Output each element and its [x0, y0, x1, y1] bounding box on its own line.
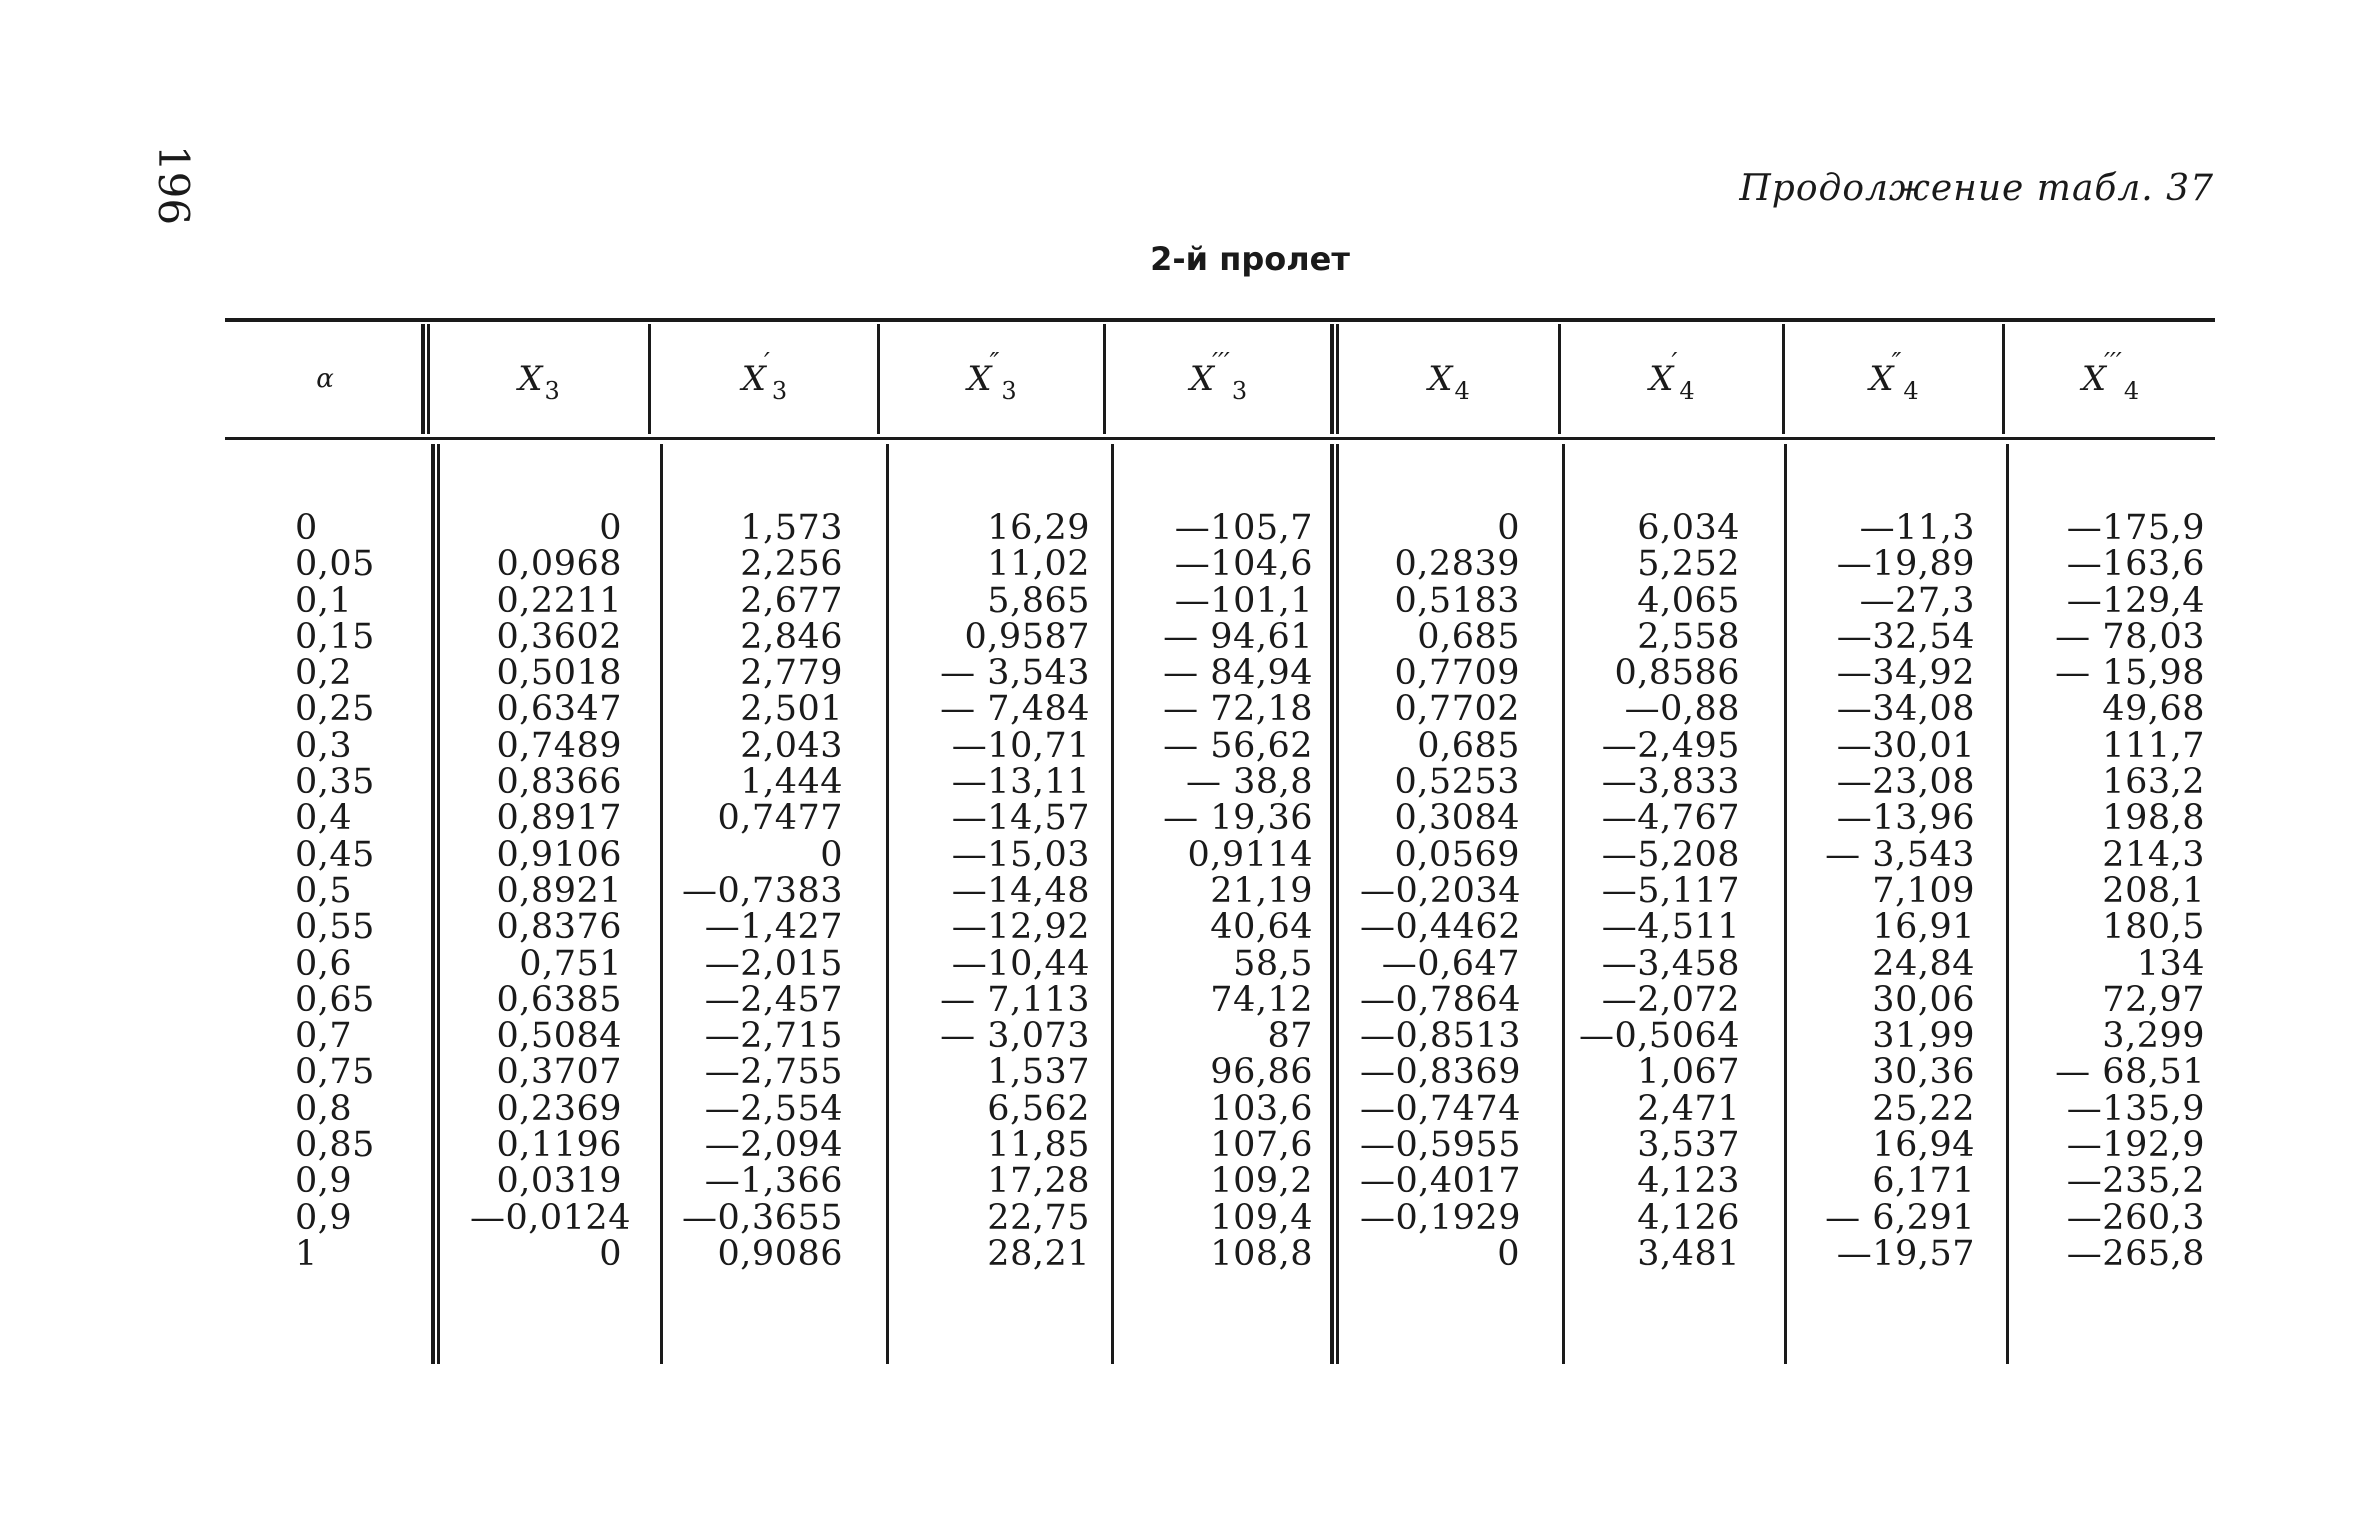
table-cell: 6,562	[987, 1088, 1090, 1129]
table-cell: 4,065	[1637, 580, 1740, 621]
table-cell: 16,91	[1872, 907, 1975, 948]
column-divider	[1330, 324, 1334, 434]
table-cell: —1,366	[704, 1161, 843, 1202]
table-cell: 0,2369	[496, 1088, 622, 1129]
column-x3-double-prime	[900, 510, 1090, 1272]
header-symbol: X	[1189, 359, 1215, 399]
table-cell: 0,8	[295, 1088, 353, 1129]
table-cell: 2,471	[1637, 1088, 1740, 1129]
table-cell: 1,537	[987, 1052, 1090, 1093]
column-divider	[2006, 444, 2009, 1364]
table-cell: 107,6	[1210, 1125, 1313, 1166]
column-divider	[421, 324, 425, 434]
table-cell: —163,6	[2066, 544, 2205, 585]
table-cell: 0,2211	[496, 580, 622, 621]
table-cell: —0,88	[1624, 689, 1740, 730]
table-cell: 0,8366	[496, 762, 622, 803]
table-cell: 0,7709	[1394, 653, 1520, 694]
table-cell: 49,68	[2102, 689, 2205, 730]
column-divider	[1336, 324, 1339, 434]
table-cell: —23,08	[1836, 762, 1975, 803]
header-symbol: α	[316, 364, 334, 394]
table-cell: —4,767	[1601, 798, 1740, 839]
column-x3-prime	[668, 510, 843, 1272]
column-divider	[2002, 324, 2005, 434]
table-cell: 0,1196	[496, 1125, 622, 1166]
header-x3-prime	[652, 324, 877, 434]
table-cell: 1,573	[740, 508, 843, 548]
table-cell: 2,256	[740, 544, 843, 585]
table-cell: 0,9587	[964, 616, 1090, 657]
table-cell: —0,8513	[1360, 1016, 1521, 1057]
column-x4-prime	[1575, 510, 1740, 1272]
table-cell: 0,9	[295, 1161, 353, 1202]
header-subscript: 3	[771, 377, 788, 405]
table-cell: 2,846	[740, 616, 843, 657]
table-cell: —0,1929	[1360, 1197, 1521, 1238]
table-cell: 0,3084	[1394, 798, 1520, 839]
header-primes: ′′′	[2104, 348, 2122, 378]
table-cell: — 68,51	[2055, 1052, 2205, 1093]
table-cell: 0,3602	[496, 616, 622, 657]
column-divider	[1558, 324, 1561, 434]
column-x4-triple-prime	[2015, 510, 2205, 1272]
table-cell: —0,647	[1381, 943, 1520, 984]
header-symbol: X	[967, 359, 992, 399]
header-x3	[430, 324, 648, 434]
table-cell: 0,751	[519, 943, 622, 984]
header-primes: ′′′	[1212, 348, 1230, 378]
table-cell: 0,5253	[1394, 762, 1520, 803]
table-header-rule	[225, 437, 2215, 440]
table-cell: —32,54	[1836, 616, 1975, 657]
column-divider	[1784, 444, 1787, 1364]
header-subscript: 4	[2123, 377, 2140, 405]
table-cell: 11,02	[987, 544, 1090, 585]
table-cell: 2,779	[740, 653, 843, 694]
header-symbol: X	[2081, 359, 2107, 399]
table-cell: 4,123	[1637, 1161, 1740, 1202]
table-cell: — 38,8	[1185, 762, 1313, 803]
table-cell: 1	[295, 1233, 318, 1274]
column-divider	[1562, 444, 1565, 1364]
table-cell: 11,85	[987, 1125, 1090, 1166]
table-cell: —2,554	[704, 1088, 843, 1129]
table-cell: 0,15	[295, 616, 375, 657]
header-x4	[1340, 324, 1558, 434]
table-cell: —260,3	[2066, 1197, 2205, 1238]
table-cell: —0,7383	[682, 870, 843, 911]
table-top-rule	[225, 318, 2215, 322]
table-cell: 0,7477	[717, 798, 843, 839]
table-cell: 0,5084	[496, 1016, 622, 1057]
table-cell: 2,501	[740, 689, 843, 730]
header-primes: ″	[989, 348, 1000, 378]
span-title: 2-й пролет	[1150, 240, 1350, 278]
header-symbol: X	[741, 359, 767, 399]
header-subscript: 4	[1679, 377, 1695, 405]
table-cell: 16,29	[987, 508, 1090, 548]
header-symbol: X	[1869, 359, 1894, 399]
table-cell: 134	[2136, 943, 2205, 984]
table-cell: 0,05	[295, 544, 375, 585]
table-cell: 0,5018	[496, 653, 622, 694]
table-cell: 96,86	[1210, 1052, 1313, 1093]
table-cell: 1,444	[740, 762, 843, 803]
header-symbol: X	[518, 359, 543, 399]
table-cell: 31,99	[1872, 1016, 1975, 1057]
table-cell: 0,3707	[496, 1052, 622, 1093]
column-divider	[648, 324, 651, 434]
table-cell: 4,126	[1637, 1197, 1740, 1238]
table-cell: — 94,61	[1163, 616, 1313, 657]
table-cell: 0,55	[295, 907, 375, 948]
table-cell: —135,9	[2066, 1088, 2205, 1129]
table-cell: 6,034	[1637, 508, 1740, 548]
header-symbol: X	[1428, 359, 1453, 399]
table-cell: — 7,113	[940, 979, 1090, 1020]
table-cell: — 6,291	[1825, 1197, 1975, 1238]
table-cell: 0,6385	[496, 979, 622, 1020]
table-cell: 21,19	[1210, 870, 1313, 911]
table-cell: — 84,94	[1163, 653, 1313, 694]
table-cell: 0	[599, 508, 622, 548]
table-cell: 0,25	[295, 689, 375, 730]
table-cell: 0,8586	[1614, 653, 1740, 694]
header-x4-prime	[1562, 324, 1782, 434]
table-cell: —0,8369	[1360, 1052, 1521, 1093]
table-cell: — 3,543	[940, 653, 1090, 694]
table-cell: 74,12	[1210, 979, 1313, 1020]
table-cell: — 7,484	[940, 689, 1090, 730]
table-cell: 0,5	[295, 870, 353, 911]
table-cell: —104,6	[1174, 544, 1313, 585]
header-x3-double-prime	[881, 324, 1103, 434]
table-cell: 0,3	[295, 725, 353, 766]
table-cell: 0	[599, 1233, 622, 1274]
table-cell: 0,685	[1417, 725, 1520, 766]
table-cell: 28,21	[987, 1233, 1090, 1274]
column-alpha	[295, 510, 415, 1272]
table-cell: 0,8921	[496, 870, 622, 911]
table-cell: 7,109	[1872, 870, 1975, 911]
table-cell: —2,495	[1601, 725, 1740, 766]
table-cell: 0,6347	[496, 689, 622, 730]
table-cell: —13,11	[951, 762, 1090, 803]
table-cell: 0,85	[295, 1125, 375, 1166]
table-cell: 17,28	[987, 1161, 1090, 1202]
header-x4-double-prime	[1786, 324, 2002, 434]
column-divider	[1330, 444, 1334, 1364]
table-cell: 6,171	[1872, 1161, 1975, 1202]
table-cell: 40,64	[1210, 907, 1313, 948]
table-cell: —34,08	[1836, 689, 1975, 730]
table-cell: —13,96	[1836, 798, 1975, 839]
table-cell: —0,5955	[1360, 1125, 1521, 1166]
table-cell: —0,0124	[470, 1197, 631, 1238]
table-cell: 2,558	[1637, 616, 1740, 657]
table-cell: 16,94	[1872, 1125, 1975, 1166]
table-cell: 3,481	[1637, 1233, 1740, 1274]
table-cell: —105,7	[1174, 508, 1313, 548]
table-cell: 0,8917	[496, 798, 622, 839]
table-cell: 0,7702	[1394, 689, 1520, 730]
table-cell: —30,01	[1836, 725, 1975, 766]
column-x4-double-prime	[1800, 510, 1975, 1272]
table-cell: — 19,36	[1163, 798, 1313, 839]
header-primes: ′	[764, 348, 770, 378]
table-cell: 208,1	[2102, 870, 2205, 911]
page-number: 196	[149, 144, 198, 226]
table-cell: 0,1	[295, 580, 353, 621]
header-primes: ′	[1671, 348, 1678, 378]
table-cell: 0,45	[295, 834, 375, 875]
table-cell: —5,117	[1601, 870, 1740, 911]
table-cell: 0	[1497, 1233, 1520, 1274]
header-subscript: 4	[1454, 377, 1470, 405]
column-divider	[1336, 444, 1339, 1364]
table-cell: —5,208	[1601, 834, 1740, 875]
table-cell: 2,677	[740, 580, 843, 621]
table-cell: —12,92	[951, 907, 1090, 948]
column-divider	[1111, 444, 1114, 1364]
table-cell: —0,2034	[1360, 870, 1521, 911]
header-x4-triple-prime	[2006, 324, 2215, 434]
table-cell: 5,865	[987, 580, 1090, 621]
column-divider	[1782, 324, 1785, 434]
table-cell: 3,537	[1637, 1125, 1740, 1166]
column-divider	[431, 444, 435, 1364]
header-x3-triple-prime	[1107, 324, 1330, 434]
table-cell: —0,7864	[1360, 979, 1521, 1020]
table-cell: —2,072	[1601, 979, 1740, 1020]
table-cell: 0,0569	[1394, 834, 1520, 875]
table-cell: 198,8	[2102, 798, 2205, 839]
column-x3-triple-prime	[1118, 510, 1313, 1272]
table-cell: — 56,62	[1163, 725, 1313, 766]
table-cell: 72,97	[2102, 979, 2205, 1020]
table-cell: —2,015	[704, 943, 843, 984]
header-symbol: X	[1649, 359, 1674, 399]
table-cell: —1,427	[704, 907, 843, 948]
table-cell: —235,2	[2066, 1161, 2205, 1202]
table-cell: 22,75	[987, 1197, 1090, 1238]
table-cell: 0,685	[1417, 616, 1520, 657]
table-cell: — 15,98	[2055, 653, 2205, 694]
table-cell: 0,9114	[1187, 834, 1313, 875]
table-cell: 108,8	[1210, 1233, 1313, 1274]
table-cell: —14,57	[951, 798, 1090, 839]
table-cell: —0,5064	[1579, 1016, 1740, 1057]
table-cell: 0,0968	[496, 544, 622, 585]
table-cell: 0,7	[295, 1016, 353, 1057]
column-x4	[1360, 510, 1520, 1272]
table-cell: — 3,543	[1825, 834, 1975, 875]
table-cell: —101,1	[1174, 580, 1313, 621]
table-cell: —0,7474	[1360, 1088, 1521, 1129]
table-cell: —2,755	[704, 1052, 843, 1093]
table-cell: 0,0319	[496, 1161, 622, 1202]
header-subscript: 3	[1001, 377, 1017, 405]
table-cell: 111,7	[2102, 725, 2205, 766]
table-cell: 0,75	[295, 1052, 375, 1093]
table-cell: 0	[295, 508, 318, 548]
table-cell: 109,4	[1210, 1197, 1313, 1238]
table-cell: —0,4462	[1360, 907, 1521, 948]
table-cell: 25,22	[1872, 1088, 1975, 1129]
table-cell: 163,2	[2102, 762, 2205, 803]
table-cell: 0,2839	[1394, 544, 1520, 585]
table-cell: 103,6	[1210, 1088, 1313, 1129]
table-cell: 0,6	[295, 943, 353, 984]
column-x3	[470, 508, 631, 1274]
table-cell: 214,3	[2102, 834, 2205, 875]
table-cell: —4,511	[1601, 907, 1740, 948]
table-cell: 5,252	[1637, 544, 1740, 585]
table-cell: 24,84	[1872, 943, 1975, 984]
table-cell: —15,03	[951, 834, 1090, 875]
table-cell: 0	[820, 834, 843, 875]
table-cell: 0,2	[295, 653, 353, 694]
table-cell: —34,92	[1836, 653, 1975, 694]
table-cell: 0,9	[295, 1197, 353, 1238]
header-subscript: 4	[1903, 377, 1919, 405]
column-divider	[877, 324, 880, 434]
table-cell: 3,299	[2102, 1016, 2205, 1057]
table-cell: 58,5	[1233, 943, 1313, 984]
table-cell: —19,57	[1836, 1233, 1975, 1274]
column-divider	[1103, 324, 1106, 434]
table-cell: 109,2	[1210, 1161, 1313, 1202]
header-alpha	[225, 324, 425, 434]
table-cell: —14,48	[951, 870, 1090, 911]
table-cell: 0	[1497, 508, 1520, 548]
header-subscript: 3	[544, 377, 560, 405]
table-cell: —129,4	[2066, 580, 2205, 621]
header-subscript: 3	[1231, 377, 1248, 405]
header-primes: ″	[1891, 348, 1902, 378]
table-cell: —2,094	[704, 1125, 843, 1166]
column-divider	[886, 444, 889, 1364]
table-cell: 1,067	[1637, 1052, 1740, 1093]
table-cell: —2,457	[704, 979, 843, 1020]
table-cell: 30,06	[1872, 979, 1975, 1020]
table-cell: 0,65	[295, 979, 375, 1020]
table-cell: — 78,03	[2055, 616, 2205, 657]
table-cell: 2,043	[740, 725, 843, 766]
table-cell: 0,9086	[717, 1233, 843, 1274]
table-cell: —192,9	[2066, 1125, 2205, 1166]
table-cell: —11,3	[1859, 508, 1975, 548]
table-cell: —3,458	[1601, 943, 1740, 984]
table-cell: —265,8	[2066, 1233, 2205, 1274]
table-cell: — 3,073	[940, 1016, 1090, 1057]
column-divider	[437, 444, 440, 1364]
table-cell: 87	[1267, 1016, 1313, 1057]
table-cell: —175,9	[2066, 508, 2205, 548]
table-cell: —10,44	[951, 943, 1090, 984]
table-cell: 0,9106	[496, 834, 622, 875]
table-cell: 180,5	[2102, 907, 2205, 948]
table-cell: 0,7489	[496, 725, 622, 766]
table-cell: 0,8376	[496, 907, 622, 948]
table-cell: —27,3	[1859, 580, 1975, 621]
table-cell: 30,36	[1872, 1052, 1975, 1093]
column-divider	[660, 444, 663, 1364]
table-cell: —0,3655	[682, 1197, 843, 1238]
table-cell: —3,833	[1601, 762, 1740, 803]
table-cell: —2,715	[704, 1016, 843, 1057]
table-continuation-label: Продолжение табл. 37	[1739, 168, 2214, 209]
column-divider	[427, 324, 430, 434]
table-cell: 0,35	[295, 762, 375, 803]
table-cell: — 72,18	[1163, 689, 1313, 730]
table-cell: 0,5183	[1394, 580, 1520, 621]
table-cell: 0,4	[295, 798, 353, 839]
table-cell: —10,71	[951, 725, 1090, 766]
table-cell: —0,4017	[1360, 1161, 1521, 1202]
table-cell: —19,89	[1836, 544, 1975, 585]
